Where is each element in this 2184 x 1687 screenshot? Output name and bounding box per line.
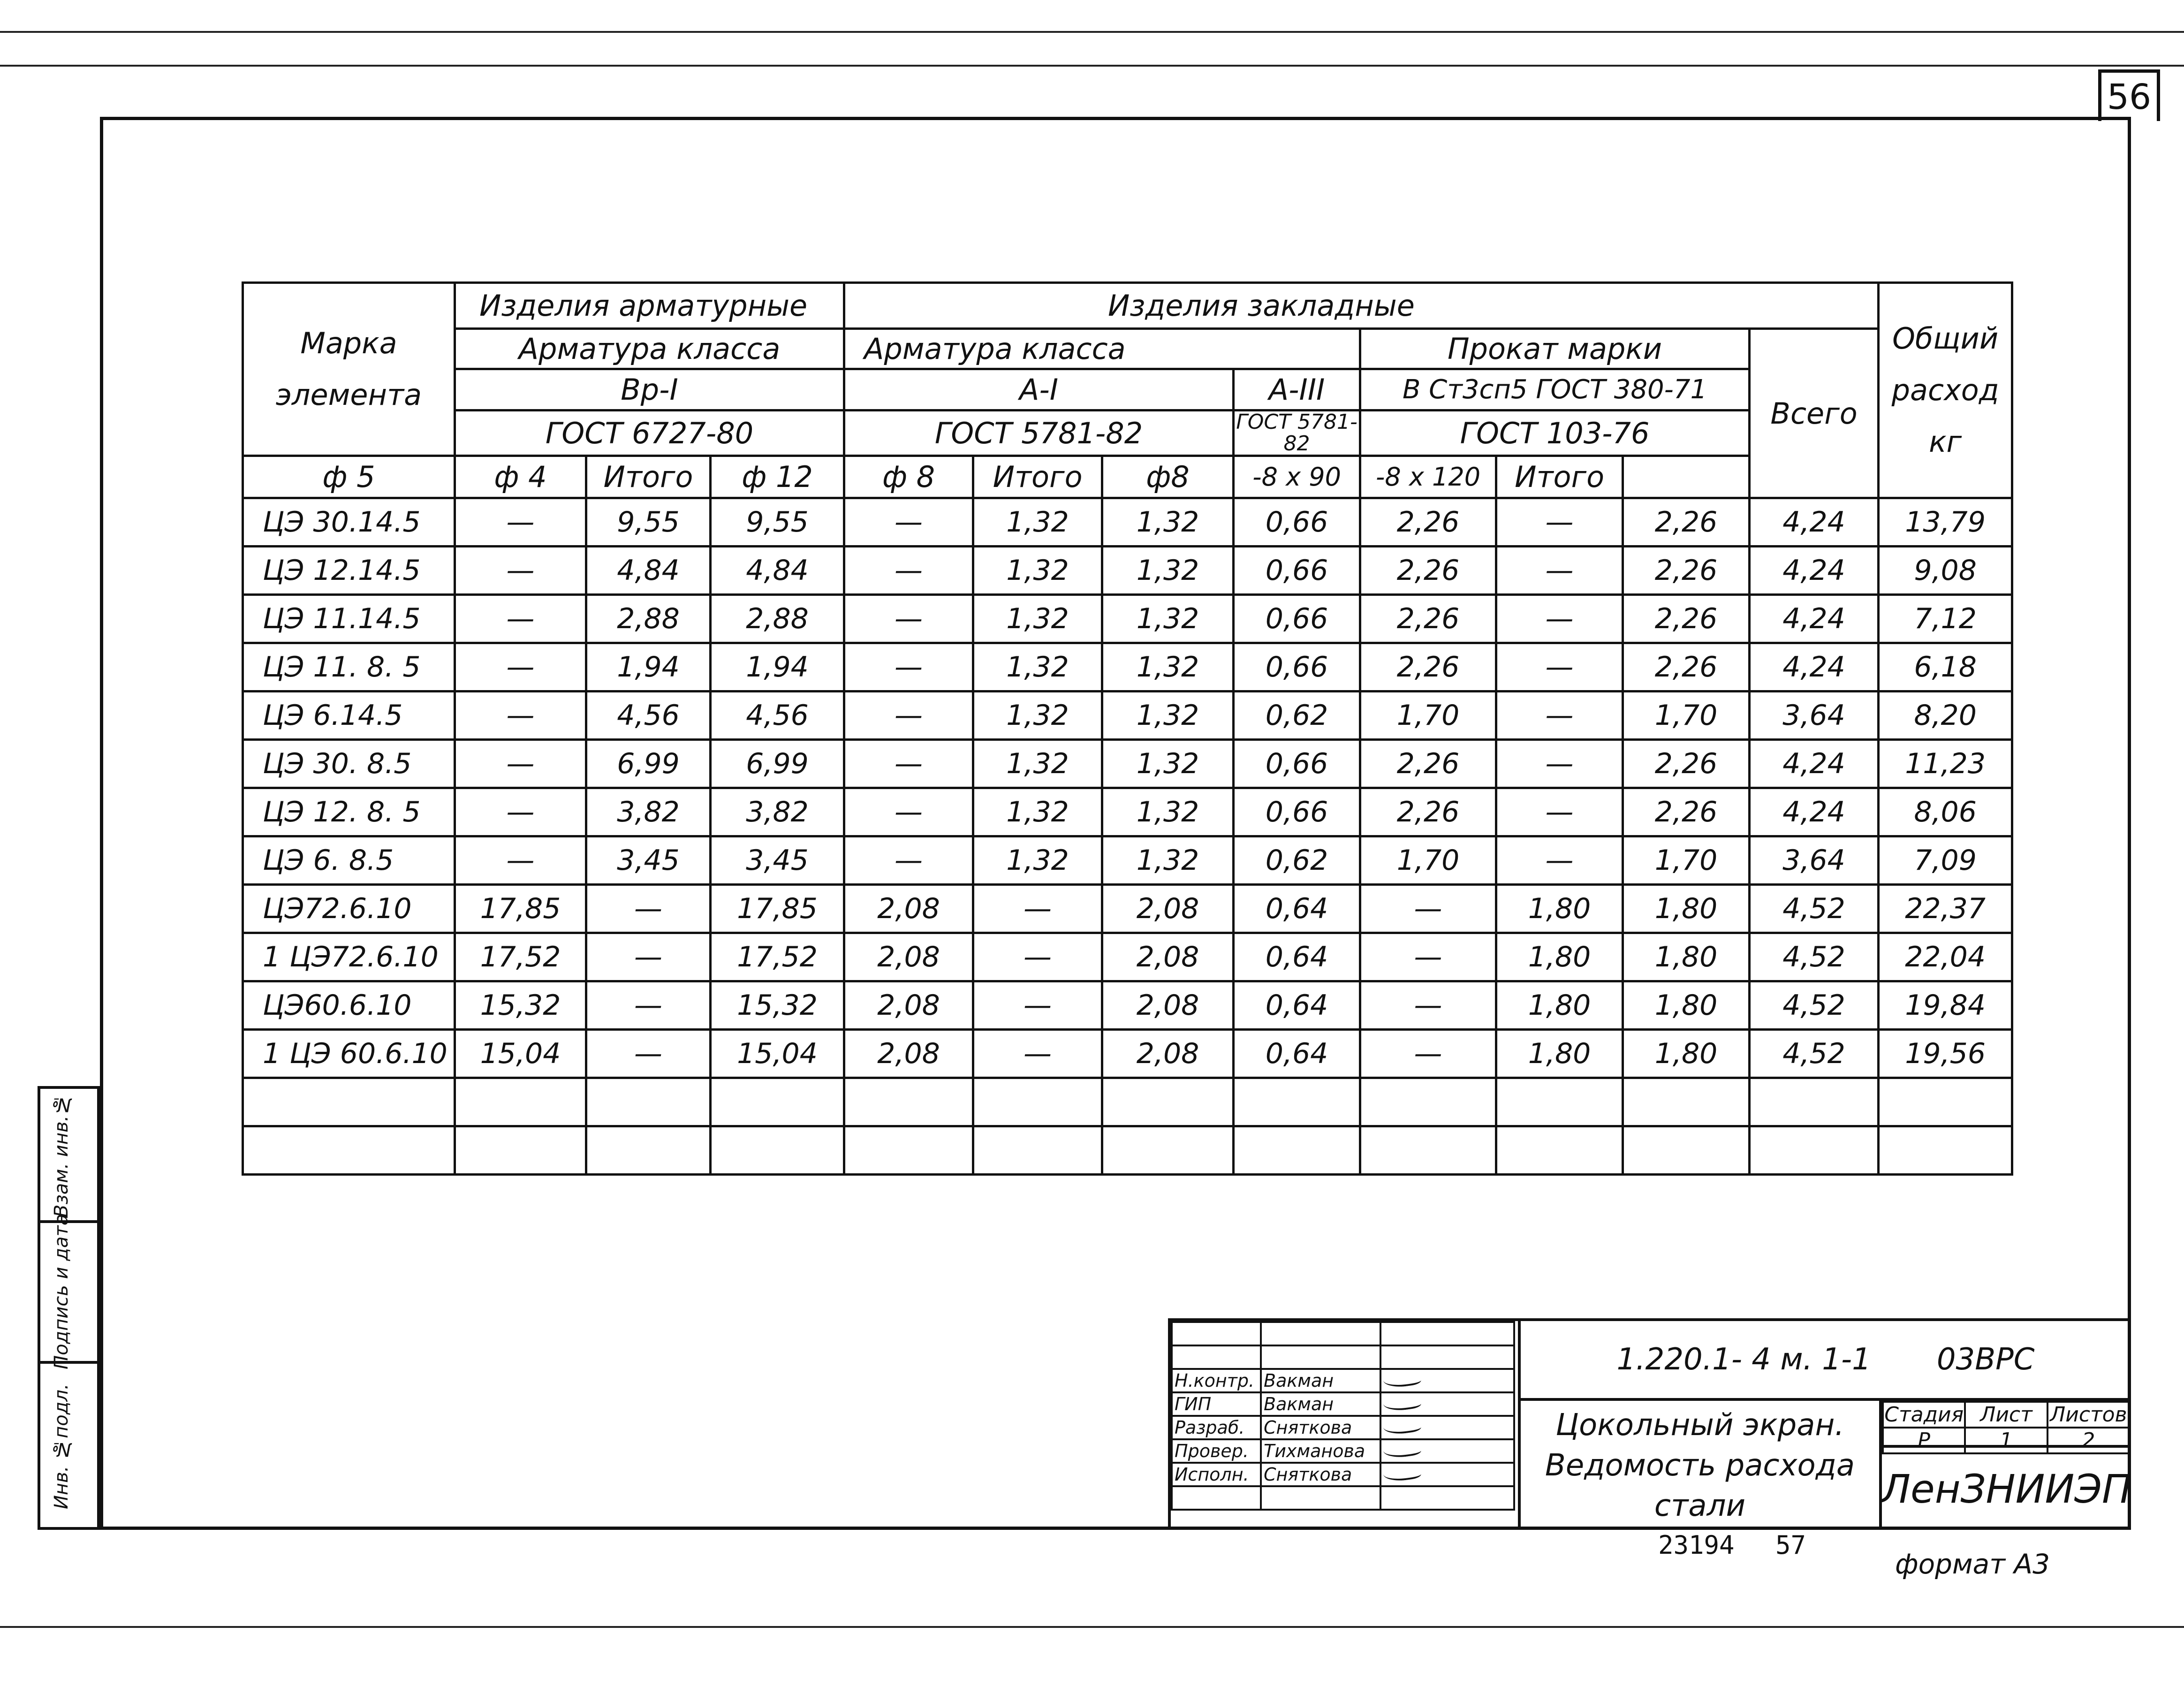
document-code-suffix: 03ВРС [1936,1342,2035,1377]
table-row [243,692,2012,740]
value-cell: 4,24 [1750,595,1879,643]
value-cell: 2,08 [1102,1030,1234,1078]
value-cell: 2,88 [586,595,711,643]
value-cell: 2,08 [844,1030,973,1078]
sheet-header: Лист [1965,1402,2047,1428]
sub-header: ф 5 [243,456,455,498]
value-cell: — [973,1030,1102,1078]
value-cell: 6,99 [586,740,711,788]
table-row [243,836,2012,885]
value-cell: 6,99 [711,740,844,788]
value-cell: — [455,547,586,595]
stage-sheet-box [1879,1401,2131,1452]
sub-header: ф 8 [844,456,973,498]
value-cell: 0,66 [1234,788,1360,836]
value-cell: 4,24 [1750,498,1879,547]
value-cell: 2,26 [1623,595,1750,643]
header-mark: Марка элемента [243,283,455,456]
value-cell: 0,64 [1234,885,1360,933]
element-mark-cell: ЦЭ 11. 8. 5 [243,643,455,692]
scan-edge-top-2 [0,65,2184,67]
value-cell: — [844,498,973,547]
value-cell: 2,26 [1360,740,1496,788]
drawing-title-line: стали [1654,1488,1746,1523]
value-cell: 2,08 [844,981,973,1030]
value-cell: — [455,692,586,740]
value-cell: 15,32 [455,981,586,1030]
value-cell: 1,80 [1496,1030,1623,1078]
element-mark-cell: ЦЭ 30.14.5 [243,498,455,547]
value-cell: — [455,643,586,692]
value-cell: 9,55 [711,498,844,547]
value-cell: 1,80 [1623,981,1750,1030]
value-cell: 4,24 [1750,547,1879,595]
value-cell: 3,45 [586,836,711,885]
header-subcolumns [243,456,2012,498]
value-cell: — [586,1030,711,1078]
table-row [243,885,2012,933]
value-cell: 4,56 [711,692,844,740]
table-row-empty [243,1078,2012,1126]
sub-header: Итого [586,456,711,498]
value-cell: 1,32 [1102,788,1234,836]
sub-header: Итого [1496,456,1623,498]
document-code-main: 1.220.1- 4 м. 1-1 [1616,1342,1871,1377]
value-cell: 4,84 [711,547,844,595]
strip-label-signature: Подпись и дата [51,1214,72,1370]
value-cell: — [1496,836,1623,885]
value-cell: — [1496,692,1623,740]
value-cell: — [844,836,973,885]
value-cell: — [586,933,711,981]
element-mark-cell: ЦЭ 6. 8.5 [243,836,455,885]
strip-label-inv: Инв. №подл. [51,1383,72,1510]
drawing-title-line: Цокольный экран. [1555,1407,1844,1443]
paper-format: формат А3 [1895,1548,2050,1580]
value-cell: 2,08 [1102,885,1234,933]
value-cell: 1,80 [1623,1030,1750,1078]
value-cell: 1,32 [1102,547,1234,595]
value-cell: 22,37 [1879,885,2012,933]
value-cell: 1,32 [1102,740,1234,788]
scan-edge-bottom [0,1626,2184,1628]
scan-edge-top [0,31,2184,33]
value-cell: 15,04 [455,1030,586,1078]
value-cell: 17,85 [455,885,586,933]
table-row [243,1030,2012,1078]
element-mark-cell: ЦЭ 12. 8. 5 [243,788,455,836]
value-cell: 9,55 [586,498,711,547]
value-cell: 1,70 [1360,836,1496,885]
value-cell: — [455,788,586,836]
header-arm-class-1: Арматура класса [455,329,844,369]
value-cell: — [844,740,973,788]
value-cell: 1,80 [1496,981,1623,1030]
value-cell: 1,80 [1623,885,1750,933]
header-gost-5781: ГОСТ 5781-82 [844,410,1234,456]
drawing-title [1518,1401,1879,1530]
value-cell: 1,32 [973,740,1102,788]
value-cell: 1,94 [586,643,711,692]
value-cell: 15,04 [711,1030,844,1078]
table-row [243,933,2012,981]
value-cell: 3,45 [711,836,844,885]
value-cell: 13,79 [1879,498,2012,547]
value-cell: 0,66 [1234,547,1360,595]
header-class-bp: Вр-I [455,369,844,410]
value-cell: — [586,885,711,933]
value-cell: 1,32 [973,643,1102,692]
table-row [243,788,2012,836]
signature-row: Провер. Тихманова [1172,1439,1514,1463]
value-cell: 2,26 [1360,498,1496,547]
value-cell: 4,84 [586,547,711,595]
value-cell: 11,23 [1879,740,2012,788]
value-cell: 1,70 [1623,836,1750,885]
sub-header: ф 4 [455,456,586,498]
sheets-value: 2 [2048,1428,2130,1453]
header-rolled: Прокат марки [1360,329,1750,369]
value-cell: 4,52 [1750,885,1879,933]
value-cell: 0,66 [1234,643,1360,692]
value-cell: 1,32 [1102,643,1234,692]
sub-header: -8 х 90 [1234,456,1360,498]
table-row [243,547,2012,595]
value-cell: 19,84 [1879,981,2012,1030]
header-arm-class-2: Арматура класса [844,329,1360,369]
value-cell: — [1496,740,1623,788]
value-cell: — [844,788,973,836]
inventory-number: 23194 [1658,1530,1735,1560]
value-cell: 2,26 [1360,547,1496,595]
element-mark-cell: 1 ЦЭ72.6.10 [243,933,455,981]
signature-row: Разраб. Сняткова [1172,1416,1514,1439]
value-cell: 8,06 [1879,788,2012,836]
value-cell: 1,32 [1102,595,1234,643]
drawing-title-line: Ведомость расхода [1545,1448,1855,1483]
value-cell: — [973,981,1102,1030]
element-mark-cell: ЦЭ 12.14.5 [243,547,455,595]
sub-header: ф 12 [711,456,844,498]
value-cell: 0,64 [1234,1030,1360,1078]
element-mark-cell: ЦЭ 6.14.5 [243,692,455,740]
value-cell: 1,32 [973,788,1102,836]
sheet-value: 1 [1965,1428,2047,1453]
value-cell: 4,52 [1750,981,1879,1030]
sub-header: Итого [973,456,1102,498]
value-cell: 3,82 [586,788,711,836]
value-cell: 0,64 [1234,981,1360,1030]
header-gost-5781-small: ГОСТ 5781-82 [1234,410,1360,456]
value-cell: 19,56 [1879,1030,2012,1078]
header-class-a1: А-I [844,369,1234,410]
value-cell: 1,32 [973,547,1102,595]
value-cell: 1,70 [1623,692,1750,740]
value-cell: — [973,933,1102,981]
value-cell: — [1496,788,1623,836]
value-cell: 2,26 [1360,643,1496,692]
value-cell: 17,52 [711,933,844,981]
value-cell: 1,32 [973,498,1102,547]
signature-mark [1382,1394,1421,1413]
value-cell: 1,80 [1496,885,1623,933]
table-row [243,595,2012,643]
element-mark-cell: ЦЭ 30. 8.5 [243,740,455,788]
element-mark-cell: ЦЭ60.6.10 [243,981,455,1030]
value-cell: 0,66 [1234,595,1360,643]
value-cell: 1,70 [1360,692,1496,740]
sheet-reference: 57 [1775,1530,1806,1560]
value-cell: 1,32 [973,692,1102,740]
value-cell: 1,32 [973,836,1102,885]
value-cell: — [1496,498,1623,547]
value-cell: 0,62 [1234,692,1360,740]
value-cell: — [1496,595,1623,643]
value-cell: 2,26 [1623,547,1750,595]
value-cell: — [455,498,586,547]
value-cell: 0,64 [1234,933,1360,981]
stage-value: Р [1883,1428,1965,1453]
sub-header: -8 х 120 [1360,456,1496,498]
value-cell: — [973,885,1102,933]
value-cell: 2,08 [1102,981,1234,1030]
value-cell: 1,32 [1102,498,1234,547]
page-number: 56 [2098,69,2160,121]
value-cell: 2,88 [711,595,844,643]
value-cell: — [586,981,711,1030]
signature-mark [1382,1441,1421,1460]
header-rolled-grade: В Ст3сп5 ГОСТ 380-71 [1360,369,1750,410]
value-cell: 7,12 [1879,595,2012,643]
binding-strip [38,1086,100,1530]
value-cell: 2,26 [1623,740,1750,788]
value-cell: 9,08 [1879,547,2012,595]
value-cell: 1,80 [1623,933,1750,981]
table-row [243,498,2012,547]
sheets-header: Листов [2048,1402,2130,1428]
value-cell: 4,56 [586,692,711,740]
header-gost-103: ГОСТ 103-76 [1360,410,1750,456]
value-cell: 4,24 [1750,740,1879,788]
value-cell: 3,64 [1750,692,1879,740]
signature-mark [1382,1417,1421,1436]
signature-mark [1382,1370,1421,1390]
signature-row: ГИП Вакман [1172,1392,1514,1416]
value-cell: — [844,547,973,595]
value-cell: 15,32 [711,981,844,1030]
value-cell: 7,09 [1879,836,2012,885]
title-block [1168,1318,2131,1530]
value-cell: 17,52 [455,933,586,981]
stage-header: Стадия [1883,1402,1965,1428]
value-cell: 0,66 [1234,740,1360,788]
element-mark-cell: ЦЭ 11.14.5 [243,595,455,643]
value-cell: — [1360,981,1496,1030]
value-cell: — [1496,547,1623,595]
signature-table [1171,1321,1515,1511]
value-cell: 1,80 [1496,933,1623,981]
element-mark-cell: ЦЭ72.6.10 [243,885,455,933]
value-cell: 2,26 [1623,498,1750,547]
header-overall: Общий расход кг [1879,283,2012,498]
value-cell: 2,26 [1360,788,1496,836]
signature-mark [1382,1464,1421,1483]
table-row [243,740,2012,788]
value-cell: 2,08 [844,933,973,981]
header-class-a3: А-III [1234,369,1360,410]
value-cell: 3,64 [1750,836,1879,885]
header-armature-products: Изделия арматурные [455,283,844,329]
value-cell: — [455,740,586,788]
value-cell: 6,18 [1879,643,2012,692]
table-row [243,643,2012,692]
value-cell: 17,85 [711,885,844,933]
signature-row: Н.контр. Вакман [1172,1369,1514,1392]
value-cell: — [844,643,973,692]
table-row [243,981,2012,1030]
value-cell: — [1496,643,1623,692]
value-cell: 2,26 [1623,643,1750,692]
value-cell: 4,52 [1750,1030,1879,1078]
header-gost-6727: ГОСТ 6727-80 [455,410,844,456]
strip-label-replace: Взам. инв.№ [51,1094,72,1218]
value-cell: 22,04 [1879,933,2012,981]
value-cell: 2,26 [1360,595,1496,643]
value-cell: 4,24 [1750,788,1879,836]
signature-row: Исполн. Сняткова [1172,1463,1514,1486]
value-cell: 2,08 [844,885,973,933]
value-cell: 4,24 [1750,643,1879,692]
value-cell: — [455,595,586,643]
value-cell: 2,08 [1102,933,1234,981]
value-cell: 8,20 [1879,692,2012,740]
value-cell: — [844,692,973,740]
organization-name: ЛенЗНИИЭП [1879,1448,2131,1530]
value-cell: — [1360,885,1496,933]
value-cell: — [1360,933,1496,981]
value-cell: 0,66 [1234,498,1360,547]
value-cell: 2,26 [1623,788,1750,836]
value-cell: — [844,595,973,643]
header-total: Всего [1750,329,1879,498]
table-row-empty [243,1126,2012,1175]
value-cell: 1,32 [1102,836,1234,885]
value-cell: 0,62 [1234,836,1360,885]
value-cell: 4,52 [1750,933,1879,981]
value-cell: 1,32 [1102,692,1234,740]
value-cell: — [455,836,586,885]
value-cell: 1,32 [973,595,1102,643]
element-mark-cell: 1 ЦЭ 60.6.10 [243,1030,455,1078]
document-code [1518,1321,2131,1401]
steel-consumption-table [242,281,2013,1176]
header-embedded-products: Изделия закладные [844,283,1879,329]
sub-header: ф8 [1102,456,1234,498]
value-cell: 3,82 [711,788,844,836]
value-cell: 1,94 [711,643,844,692]
value-cell: — [1360,1030,1496,1078]
